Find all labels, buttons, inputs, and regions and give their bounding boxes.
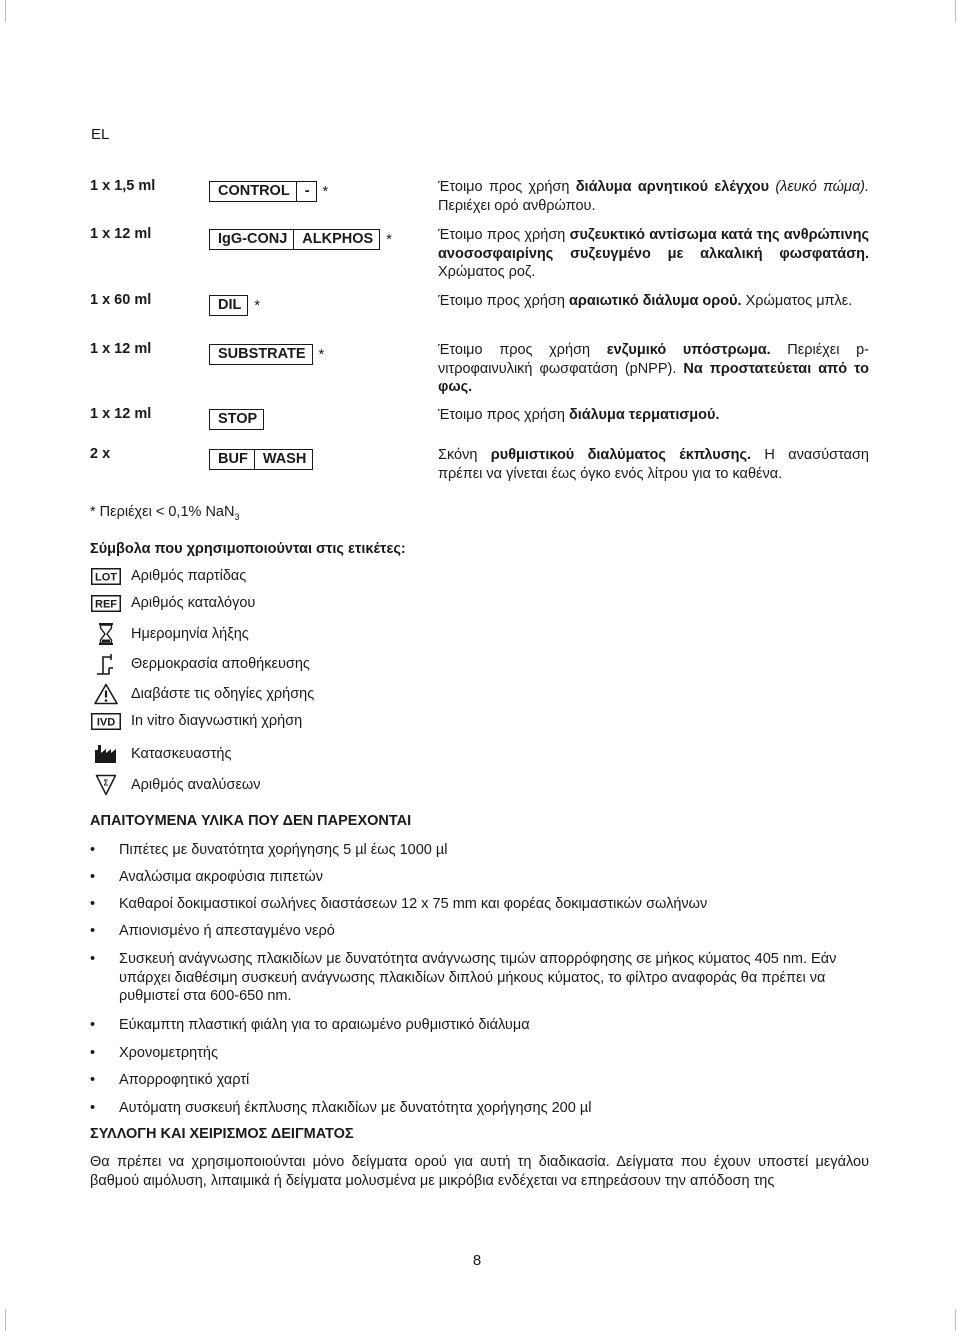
description-segment: Έτοιμο προς χρήση xyxy=(438,407,569,423)
component-label xyxy=(209,344,324,365)
tests-count-icon xyxy=(90,773,122,797)
description-segment: Χρώματος ροζ. xyxy=(438,264,536,280)
component-quantity: 1 x 1,5 ml xyxy=(90,178,156,194)
crop-mark xyxy=(955,0,956,22)
symbol-label: Αριθμός αναλύσεων xyxy=(131,777,261,793)
description-segment: Περιέχει ορό ανθρώπου. xyxy=(438,197,596,214)
symbol-row-lot xyxy=(90,564,246,588)
component-label-part: DIL xyxy=(218,297,242,313)
component-quantity: 1 x 60 ml xyxy=(90,292,152,308)
description-segment: Έτοιμο προς χρήση xyxy=(438,293,569,309)
description-segment: Περιέχει p-νιτροφαινυλική φωσφατάση (pNPP). xyxy=(438,342,869,377)
footnote xyxy=(90,504,239,522)
component-label-part: - xyxy=(296,182,316,201)
symbol-row-expiry xyxy=(90,622,249,646)
component-quantity: 1 x 12 ml xyxy=(90,341,152,357)
description-segment: αραιωτικό διάλυμα ορού. xyxy=(568,293,742,309)
component-description xyxy=(438,226,869,282)
ivd-icon-text: IVD xyxy=(96,716,116,728)
description-segment: διάλυμα τερματισμού. xyxy=(568,407,720,423)
description-segment: διάλυμα αρνητικού ελέγχου xyxy=(575,179,770,195)
list-item-text: Χρονομετρητής xyxy=(119,1045,218,1061)
symbol-label: Θερμοκρασία αποθήκευσης xyxy=(131,656,310,672)
component-label-box xyxy=(209,229,380,250)
component-description xyxy=(438,446,869,483)
symbol-row-tests xyxy=(90,773,260,797)
component-description xyxy=(438,341,869,397)
symbol-row-ivd xyxy=(90,709,302,733)
component-asterisk: * xyxy=(318,346,325,363)
crop-mark xyxy=(5,0,6,22)
footnote-subscript: 3 xyxy=(234,511,240,522)
component-label-box xyxy=(209,181,317,202)
symbol-row-temperature xyxy=(90,652,310,676)
component-label xyxy=(209,409,264,430)
svg-text:Σ: Σ xyxy=(103,778,109,788)
symbols-title: Σύμβολα που χρησιμοποιούνται στις ετικέτες: xyxy=(90,541,406,557)
component-description xyxy=(438,292,869,311)
component-label-part: SUBSTRATE xyxy=(218,346,306,362)
symbol-label: In vitro διαγνωστική χρήση xyxy=(131,713,303,729)
list-item-text: Απιονισμένο ή απεσταγμένο νερό xyxy=(119,923,335,939)
symbol-label: Αριθμός καταλόγου xyxy=(131,595,256,611)
component-label xyxy=(209,295,260,316)
component-asterisk: * xyxy=(322,183,329,200)
ref-icon xyxy=(90,591,122,615)
thermometer-icon xyxy=(90,652,122,676)
component-label-part: ALKPHOS xyxy=(293,230,379,249)
description-segment: (λευκό πώμα). xyxy=(769,179,869,195)
component-description xyxy=(438,178,869,215)
description-segment: Σκόνη xyxy=(438,447,491,463)
hourglass-icon xyxy=(90,622,122,646)
component-label-box xyxy=(209,344,313,365)
description-segment: Έτοιμο προς χρήση xyxy=(438,342,607,358)
description-segment: συζευκτικό αντίσωμα κατά της ανθρώπινης ανοσοσφαιρίνης συζευγμένο με αλκαλική φωσφατάση. xyxy=(438,227,869,262)
list-item-text: Εύκαμπτη πλαστική φιάλη για το αραιωμένο ρυθμιστικό διάλυμα xyxy=(119,1017,530,1033)
component-label xyxy=(209,181,328,202)
ref-icon-text: REF xyxy=(95,598,117,610)
list-item-text: Απορροφητικό χαρτί xyxy=(119,1072,250,1088)
description-segment: ρυθμιστικού διαλύματος έκπλυσης. xyxy=(490,447,752,463)
specimen-text: Θα πρέπει να χρησιμοποιούνται μόνο δείγματα ορού για αυτή τη διαδικασία. Δείγματα που έχουν υποστεί μεγάλου βαθμού αιμόλυση, λιπαιμικά ή δείγματα μολυσμένα με μικρόβια ενδέχεται να επηρεάσουν την απόδοση της xyxy=(90,1154,869,1189)
component-description xyxy=(438,406,869,425)
page-number: 8 xyxy=(472,1252,482,1269)
symbol-label: Ημερομηνία λήξης xyxy=(131,626,249,642)
crop-mark xyxy=(955,1309,956,1331)
component-asterisk: * xyxy=(254,297,261,314)
symbol-row-manufacturer xyxy=(90,742,232,766)
component-label-part: STOP xyxy=(218,411,258,427)
symbol-label: Αριθμός παρτίδας xyxy=(131,568,247,584)
description-segment: Έτοιμο προς χρήση xyxy=(438,227,570,243)
symbol-label: Κατασκευαστής xyxy=(131,746,232,762)
component-label xyxy=(209,229,392,250)
list-item-text: Αυτόματη συσκευή έκπλυσης πλακιδίων με δυνατότητα χορήγησης 200 µl xyxy=(119,1100,592,1116)
materials-title: ΑΠΑΙΤΟΥΜΕΝΑ ΥΛΙΚΑ ΠΟΥ ΔΕΝ ΠΑΡΕΧΟΝΤΑΙ xyxy=(90,813,412,829)
list-item-text: Πιπέτες με δυνατότητα χορήγησης 5 µl έως 1000 µl xyxy=(119,842,448,858)
factory-icon xyxy=(90,742,122,766)
symbol-row-ref xyxy=(90,591,255,615)
component-quantity: 1 x 12 ml xyxy=(90,406,152,422)
list-item-text: Συσκευή ανάγνωσης πλακιδίων με δυνατότητα ανάγνωσης τιμών απορρόφησης σε μήκος κύματος 405 nm. Εάν υπάρχει διαθέσιμη συσκευή ανάγνωσης πλακιδίων διπλού μήκους κύματος, το φίλτρο αναφοράς θα πρέπει να ρυθμιστεί στα 600-650 nm. xyxy=(119,951,837,1004)
component-quantity: 1 x 12 ml xyxy=(90,226,152,242)
component-label-box xyxy=(209,409,264,430)
language-code: EL xyxy=(91,126,110,143)
description-segment: ενζυμικό υπόστρωμα. xyxy=(606,342,771,358)
component-label-box xyxy=(209,295,248,316)
component-label-box xyxy=(209,449,313,470)
component-quantity: 2 x xyxy=(90,446,111,462)
ivd-icon xyxy=(90,709,122,733)
component-asterisk: * xyxy=(386,231,392,248)
component-label-part: IgG-CONJ xyxy=(218,231,288,247)
description-segment: Έτοιμο προς χρήση xyxy=(438,179,576,195)
component-label-part: BUF xyxy=(218,451,248,467)
description-segment: Χρώματος μπλε. xyxy=(741,293,853,309)
symbol-label: Διαβάστε τις οδηγίες χρήσης xyxy=(131,686,315,702)
specimen-title: ΣΥΛΛΟΓΗ ΚΑΙ ΧΕΙΡΙΣΜΟΣ ΔΕΙΓΜΑΤΟΣ xyxy=(90,1126,354,1142)
footnote-text: * Περιέχει < 0,1% NaN xyxy=(90,504,235,520)
symbol-row-warning xyxy=(90,682,314,706)
component-label-part: CONTROL xyxy=(218,183,290,199)
description-segment: Να προστατεύεται από το φως. xyxy=(438,360,869,395)
warning-icon xyxy=(90,682,122,706)
lot-icon-text: LOT xyxy=(95,571,117,583)
list-item-text: Αναλώσιμα ακροφύσια πιπετών xyxy=(119,869,323,885)
description-segment: Η ανασύσταση πρέπει να γίνεται έως όγκο ενός λίτρου για το καθένα. xyxy=(438,447,869,482)
lot-icon xyxy=(90,564,122,588)
list-item-text: Καθαροί δοκιμαστικοί σωλήνες διαστάσεων 12 x 75 mm και φορέας δοκιμαστικών σωλήνων xyxy=(119,896,708,912)
component-label-part: WASH xyxy=(254,450,313,469)
component-label xyxy=(209,449,313,470)
crop-mark xyxy=(5,1309,6,1331)
